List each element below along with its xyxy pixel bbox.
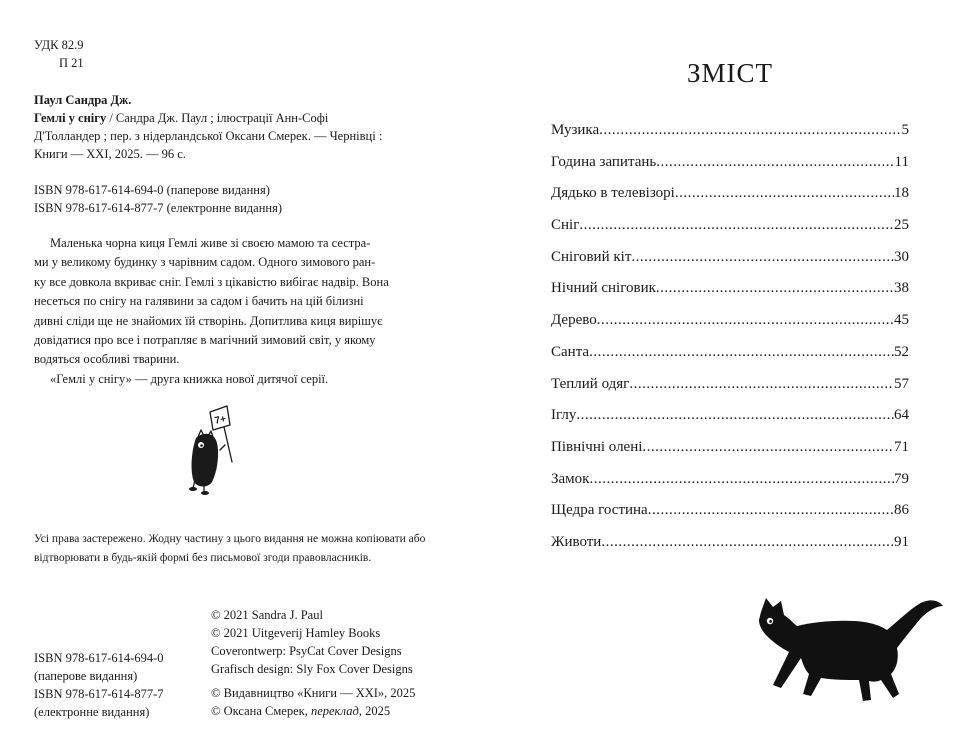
toc-entry-title: Щедра гостина (551, 502, 648, 519)
copyright-translation (211, 702, 390, 720)
toc-entry[interactable] (551, 280, 909, 312)
isbn-bottom-line: (електронне видання) (34, 705, 150, 719)
toc-entry-title: Дядько в телевізорі (551, 185, 675, 202)
toc-entry-page: 91 (894, 533, 909, 550)
toc-leader-dots (656, 154, 894, 171)
bbk-code: П 21 (59, 56, 84, 70)
toc-entry-page: 64 (894, 407, 909, 424)
toc-entry-page: 25 (894, 217, 909, 234)
toc-entry[interactable] (551, 249, 909, 281)
toc-leader-dots (675, 185, 894, 202)
copyright-line: Coverontwerp: PsyCat Cover Designs (211, 644, 402, 658)
udk-code: УДК 82.9 (34, 38, 84, 52)
toc-leader-dots (589, 471, 894, 488)
toc-entry-page: 57 (894, 375, 909, 392)
toc-leader-dots (576, 407, 894, 424)
copyright-line: © 2021 Sandra J. Paul (211, 608, 323, 622)
copyright-translation-prefix: © Оксана Смерек, (211, 704, 311, 718)
toc-entry-title: Животи (551, 533, 602, 550)
isbn-print: ISBN 978-617-614-694-0 (паперове видання) (34, 183, 270, 197)
toc-entry-page: 79 (894, 470, 909, 487)
toc-entry-page: 11 (894, 153, 909, 170)
bib-author: Паул Сандра Дж. (34, 93, 132, 107)
toc-entry[interactable] (551, 502, 909, 534)
isbn-bottom-line: ISBN 978-617-614-694-0 (34, 651, 164, 665)
toc-entry[interactable] (551, 185, 909, 217)
black-cat-illustration (753, 590, 945, 708)
annotation-series-note: «Гемлі у снігу» — друга книжка нової дитячої серії. (50, 371, 329, 386)
toc-entry-title: Дерево (551, 312, 597, 329)
toc-leader-dots (656, 280, 894, 297)
toc-leader-dots (589, 344, 894, 361)
bib-title: Гемлі у снігу (34, 111, 107, 125)
copyright-line: © 2021 Uitgeverij Hamley Books (211, 626, 381, 640)
toc-leader-dots (648, 502, 894, 519)
right-page (485, 0, 970, 753)
toc-entry-page: 71 (894, 438, 909, 455)
annotation (34, 234, 390, 389)
annotation-line: дивні сліди ще не знайомих їй створінь. Допитлива киця вирішує (34, 313, 383, 328)
toc-leader-dots (597, 312, 894, 329)
copyright-line: © Видавництво «Книги — XXI», 2025 (211, 686, 416, 700)
toc-leader-dots (599, 122, 901, 139)
rights-line-2: відтворювати в будь-якій формі без письмової згоди правовласників. (34, 552, 372, 564)
sign-age-text: 7+ (213, 413, 228, 427)
copyright-translation-italic: переклад (310, 704, 359, 718)
toc-entry-page: 86 (894, 502, 909, 519)
toc-heading: ЗМІСТ (687, 58, 774, 88)
bib-line-1 (34, 109, 328, 127)
toc-entry[interactable] (551, 376, 909, 408)
toc-entry-page: 45 (894, 312, 909, 329)
toc-entry-title: Нічний сніговик (551, 280, 656, 297)
toc-entry[interactable] (551, 217, 909, 249)
annotation-line: Маленька чорна киця Гемлі живе зі своєю мамою та сестра- (50, 236, 371, 250)
toc-entry-title: Теплий одяг (551, 375, 630, 392)
toc-entry-title: Замок (551, 470, 590, 487)
annotation-line: водяться особливі тварини. (34, 352, 180, 367)
table-of-contents (551, 122, 909, 566)
toc-entry-page: 52 (894, 343, 909, 360)
toc-leader-dots (601, 534, 894, 551)
toc-entry-title: Іглу (551, 407, 577, 424)
toc-entry-page: 5 (901, 122, 909, 138)
bib-line-3: Книги — XXI, 2025. — 96 с. (34, 147, 186, 161)
cat-with-sign-illustration (180, 400, 250, 500)
toc-entry-title: Північні олені (551, 438, 643, 455)
toc-entry[interactable] (551, 122, 909, 154)
toc-leader-dots (579, 217, 894, 234)
toc-entry-title: Музика (551, 122, 600, 138)
isbn-electronic: ISBN 978-617-614-877-7 (електронне видання) (34, 201, 282, 215)
bib-line-1-rest: / Сандра Дж. Паул ; ілюстрації Анн-Софі (106, 111, 329, 125)
toc-entry[interactable] (551, 154, 909, 186)
copyright-line: Grafisch design: Sly Fox Cover Designs (211, 662, 413, 676)
toc-entry[interactable] (551, 534, 909, 566)
rights-line-1: Усі права застережено. Жодну частину з цього видання не можна копіювати або (34, 533, 426, 545)
copyright-translation-suffix: , 2025 (358, 704, 391, 718)
toc-entry-page: 18 (894, 185, 909, 202)
annotation-line: ку все довкола вкриває сніг. Гемлі з цікавістю вибігає надвір. Вона (34, 274, 389, 289)
isbn-bottom-line: (паперове видання) (34, 669, 138, 683)
annotation-line: несеться по снігу на галявини за садом і бачить на цій білизні (34, 294, 364, 309)
toc-entry-title: Санта (551, 343, 590, 360)
toc-entry-page: 38 (894, 280, 909, 297)
annotation-line: ми у великому будинку з чарівним садом. Одного зимового ран- (34, 255, 376, 270)
toc-entry-title: Сніговий кіт (551, 248, 632, 265)
toc-leader-dots (631, 249, 894, 266)
toc-entry-page: 30 (894, 248, 909, 265)
toc-leader-dots (642, 439, 894, 456)
toc-entry[interactable] (551, 439, 909, 471)
toc-entry[interactable] (551, 312, 909, 344)
toc-entry-title: Сніг (551, 217, 580, 234)
bib-line-2: Д'Толландер ; пер. з нідерландської Оксани Смерек. — Чернівці : (34, 129, 383, 143)
annotation-line: довідатися про все і потрапляє в магічний зимовий світ, у якому (34, 333, 376, 348)
toc-entry-title: Година запитань (551, 153, 657, 170)
toc-entry[interactable] (551, 344, 909, 376)
toc-entry[interactable] (551, 471, 909, 503)
toc-leader-dots (629, 376, 894, 393)
toc-entry[interactable] (551, 407, 909, 439)
isbn-bottom-line: ISBN 978-617-614-877-7 (34, 687, 164, 701)
